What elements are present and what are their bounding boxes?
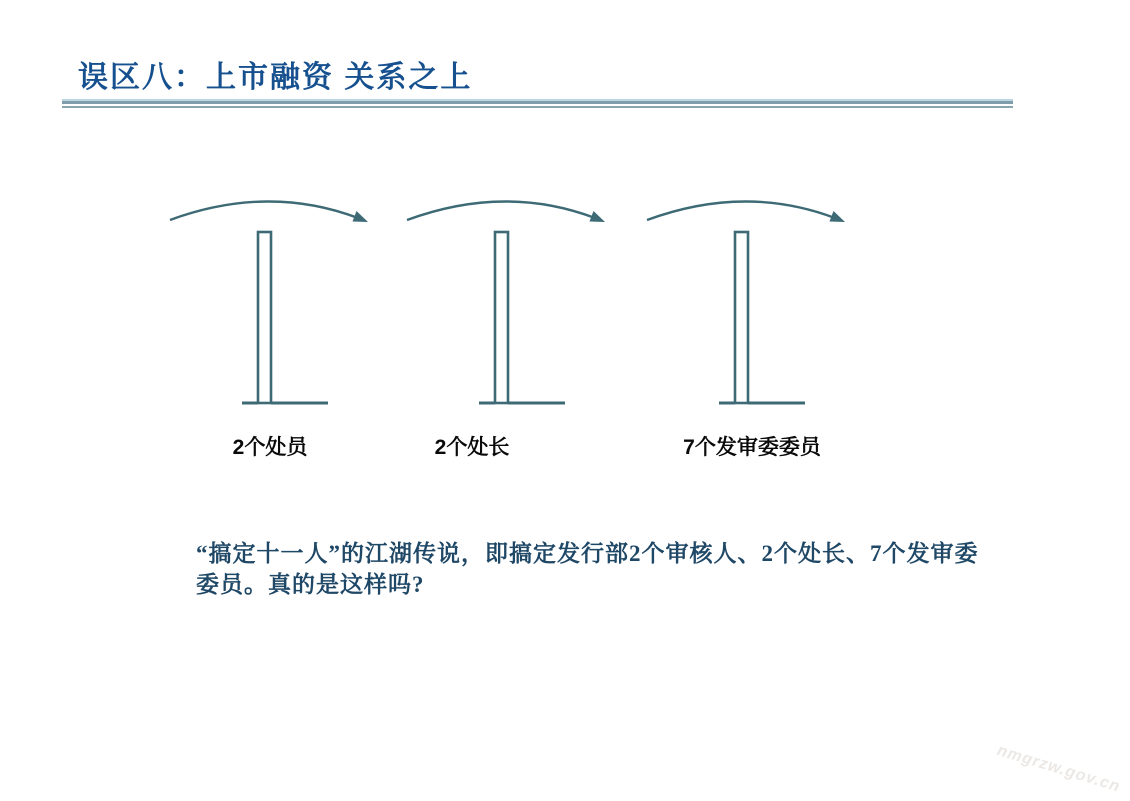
arc-arrow-icon [170,201,368,222]
title-divider [62,99,1013,108]
hurdle-group-1 [162,190,377,430]
hurdle-group-3 [639,190,854,430]
slide-title: 误区八：上市融资 关系之上 [78,61,473,94]
hurdle-shape [479,232,565,403]
watermark-text: nmgrzw.gov.cn [995,742,1123,796]
hurdle-shape [242,232,328,403]
hurdle-label-2: 2个处长 [434,436,510,459]
hurdle-group-2 [399,190,614,430]
arc-arrow-icon [407,201,605,222]
hurdle-label-1: 2个处员 [232,436,308,459]
divider-shadow-line [62,106,1013,108]
body-line-2: 委员。真的是这样吗? [196,572,425,598]
hurdle-label-3: 7个发审委委员 [683,436,821,459]
body-paragraph [196,538,1036,600]
body-line-1: “搞定十一人”的江湖传说，即搞定发行部2个审核人、2个处长、7个发审委 [196,541,979,566]
arc-arrow-icon [647,201,845,222]
hurdle-shape [719,232,805,403]
